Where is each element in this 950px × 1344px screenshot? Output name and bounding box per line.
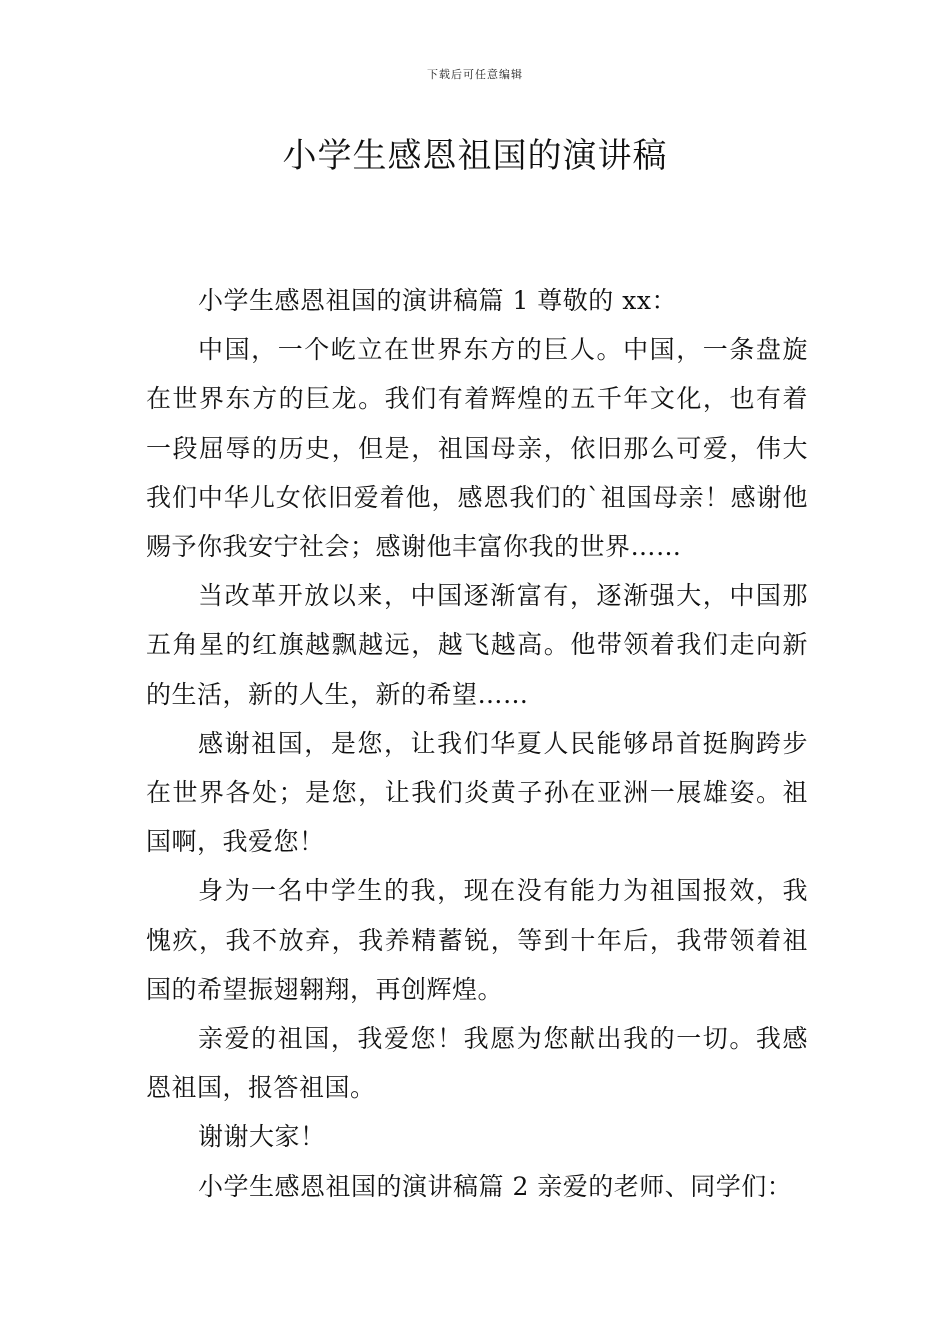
document-title: 小学生感恩祖国的演讲稿 (282, 136, 668, 176)
paragraph-thank-you: 谢谢大家！ (198, 1122, 326, 1152)
paragraph-reform: 当改革开放以来，中国逐渐富有，逐渐强大，中国那五角星的红旗越飘越远，越飞越高。他带领着我们走向新的生活，新的人生，新的希望…… (146, 581, 808, 709)
paragraph-speech-2-intro: 小学生感恩祖国的演讲稿篇 2 亲爱的老师、同学们： (198, 1171, 793, 1201)
paragraph-intro: 小学生感恩祖国的演讲稿篇 1 尊敬的 xx： (198, 286, 677, 315)
paragraph-love-motherland: 亲爱的祖国，我爱您！我愿为您献出我的一切。我感恩祖国，报答祖国。 (146, 1024, 808, 1103)
paragraph-student: 身为一名中学生的我，现在没有能力为祖国报效，我愧疚，我不放弃，我养精蓄锐，等到十年后，我带领着祖国的希望振翅翱翔，再创辉煌。 (146, 876, 808, 1004)
header-note: 下载后可任意编辑 (427, 68, 523, 81)
paragraph-thanks-motherland: 感谢祖国，是您，让我们华夏人民能够昂首挺胸跨步在世界各处；是您，让我们炎黄子孙在亚洲一展雄姿。祖国啊，我爱您！ (146, 728, 808, 857)
paragraph-china-giant: 中国，一个屹立在世界东方的巨人。中国，一条盘旋在世界东方的巨龙。我们有着辉煌的五千年文化，也有着一段屈辱的历史，但是，祖国母亲，依旧那么可爱，伟大我们中华儿女依旧爱着他，感恩我们的`祖国母亲！感谢他赐予你我安宁社会；感谢他丰富你我的世界…… (146, 335, 808, 562)
document-body (146, 276, 808, 1211)
